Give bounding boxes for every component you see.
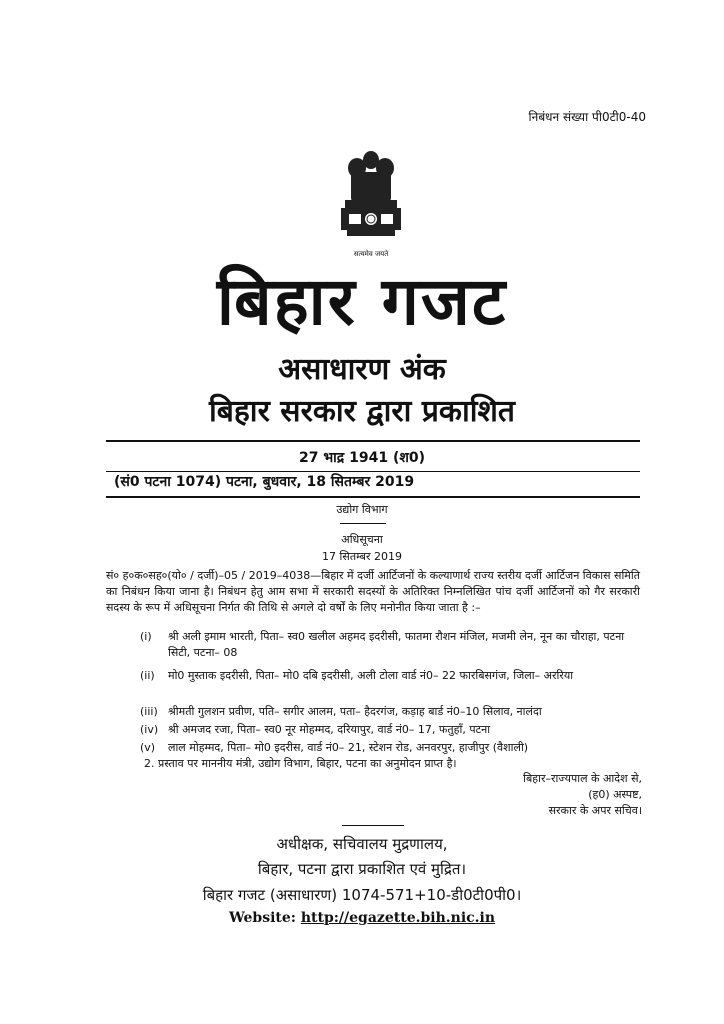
- gazette-subtitle-publisher: बिहार सरकार द्वारा प्रकाशित: [208, 394, 516, 429]
- list-item-text: श्री अमजद रजा, पिता– स्व0 नूर मोहम्मद, दरियापुर, वार्ड नं0– 17, फतुहाँ, पटना: [168, 723, 491, 736]
- notice-date: 17 सितम्बर 2019: [322, 550, 402, 563]
- issue-info: (सं0 पटना 1074) पटना, बुधवार, 18 सितम्बर 2019: [114, 474, 415, 490]
- footer-gazette-code: बिहार गजट (असाधारण) 1074-571+10-डी0टी0पी0।: [202, 886, 522, 904]
- list-item-number: (iii): [140, 705, 158, 718]
- gazette-title: बिहार गजट: [216, 263, 508, 340]
- gazette-subtitle-extraordinary: असाधारण अंक: [278, 352, 446, 387]
- footer-printer: अधीक्षक, सचिवालय मुद्रणालय,: [276, 835, 448, 853]
- signature-line-order: बिहार–राज्यपाल के आदेश से,: [523, 772, 642, 785]
- list-item: [140, 704, 640, 720]
- list-item: [140, 740, 640, 756]
- list-item-number: (i): [140, 630, 152, 643]
- signature-line-designation: सरकार के अपर सचिव।: [548, 804, 642, 817]
- footer-website: [0, 910, 724, 926]
- divider-bottom: [106, 496, 640, 498]
- signature-line-signed: (ह0) अस्पष्ट,: [588, 788, 642, 801]
- saka-date: 27 भाद्र 1941 (श0): [298, 450, 426, 466]
- footer-divider: [342, 825, 404, 826]
- website-link[interactable]: http://egazette.bih.nic.in: [300, 910, 496, 926]
- list-item: [140, 629, 640, 661]
- notice-paragraph: सं० ह०क०सह०(यो० / दर्जी)–05 / 2019–4038—बिहार में दर्जी आर्टिजनों के कल्याणार्थ राज्य स्तरीय दर्जी आर्टिजन विकास समिति का निबंधन किया जाना है। निबंधन हेतु आम सभा में सरकारी सदस्यों के अतिरिक्त निम्नलिखित पांच दर्जी आर्टिजनों को गैर सरकारी सदस्य के रूप में अधिसूचना निर्गत की तिथि से अगले दो वर्षों के लिए मनोनीत किया जाता है :–: [106, 569, 640, 614]
- list-item-number: (v): [140, 741, 156, 754]
- list-item-number: (iv): [140, 723, 159, 736]
- approval-paragraph: 2. प्रस्ताव पर माननीय मंत्री, उद्योग विभाग, बिहार, पटना का अनुमोदन प्राप्त है।: [144, 757, 457, 770]
- footer-publisher: बिहार, पटना द्वारा प्रकाशित एवं मुद्रित।: [257, 860, 467, 878]
- list-item-number: (ii): [140, 669, 155, 682]
- website-label: Website:: [228, 910, 296, 926]
- list-item: [140, 722, 640, 738]
- registration-number: निबंधन संख्या पी0टी0-40: [528, 110, 646, 124]
- list-item: [140, 668, 640, 684]
- list-item-text: मो0 मुस्ताक इदरीसी, पिता– मो0 दबि इदरीसी, अली टोला वार्ड नं0– 22 फारबिसगंज, जिला– अररिया: [168, 669, 574, 682]
- list-item-text: श्रीमती गुलशन प्रवीण, पति– सगीर आलम, पता– हैदरगंज, कड़ाह बार्ड नं0–10 सिलाव, नालंदा: [168, 705, 542, 718]
- department-name: उद्योग विभाग: [336, 503, 388, 516]
- divider-top: [106, 440, 640, 442]
- list-item-text: लाल मोहम्मद, पिता– मो0 इदरीस, वार्ड नं0– 21, स्टेशन रोड, अनवरपुर, हाजीपुर (वैशाली): [168, 741, 529, 754]
- short-divider: [340, 523, 386, 524]
- ashoka-emblem-icon: [331, 142, 411, 262]
- motto-text: सत्यमेव जयते: [353, 250, 389, 258]
- list-item-text: श्री अली इमाम भारती, पिता– स्व0 खलील अहमद इदरीसी, फातमा रौशन मंजिल, मजमी लेन, नून का चौराहा, पटना सिटी, पटना– 08: [168, 630, 625, 659]
- notice-label: अधिसूचना: [341, 533, 383, 546]
